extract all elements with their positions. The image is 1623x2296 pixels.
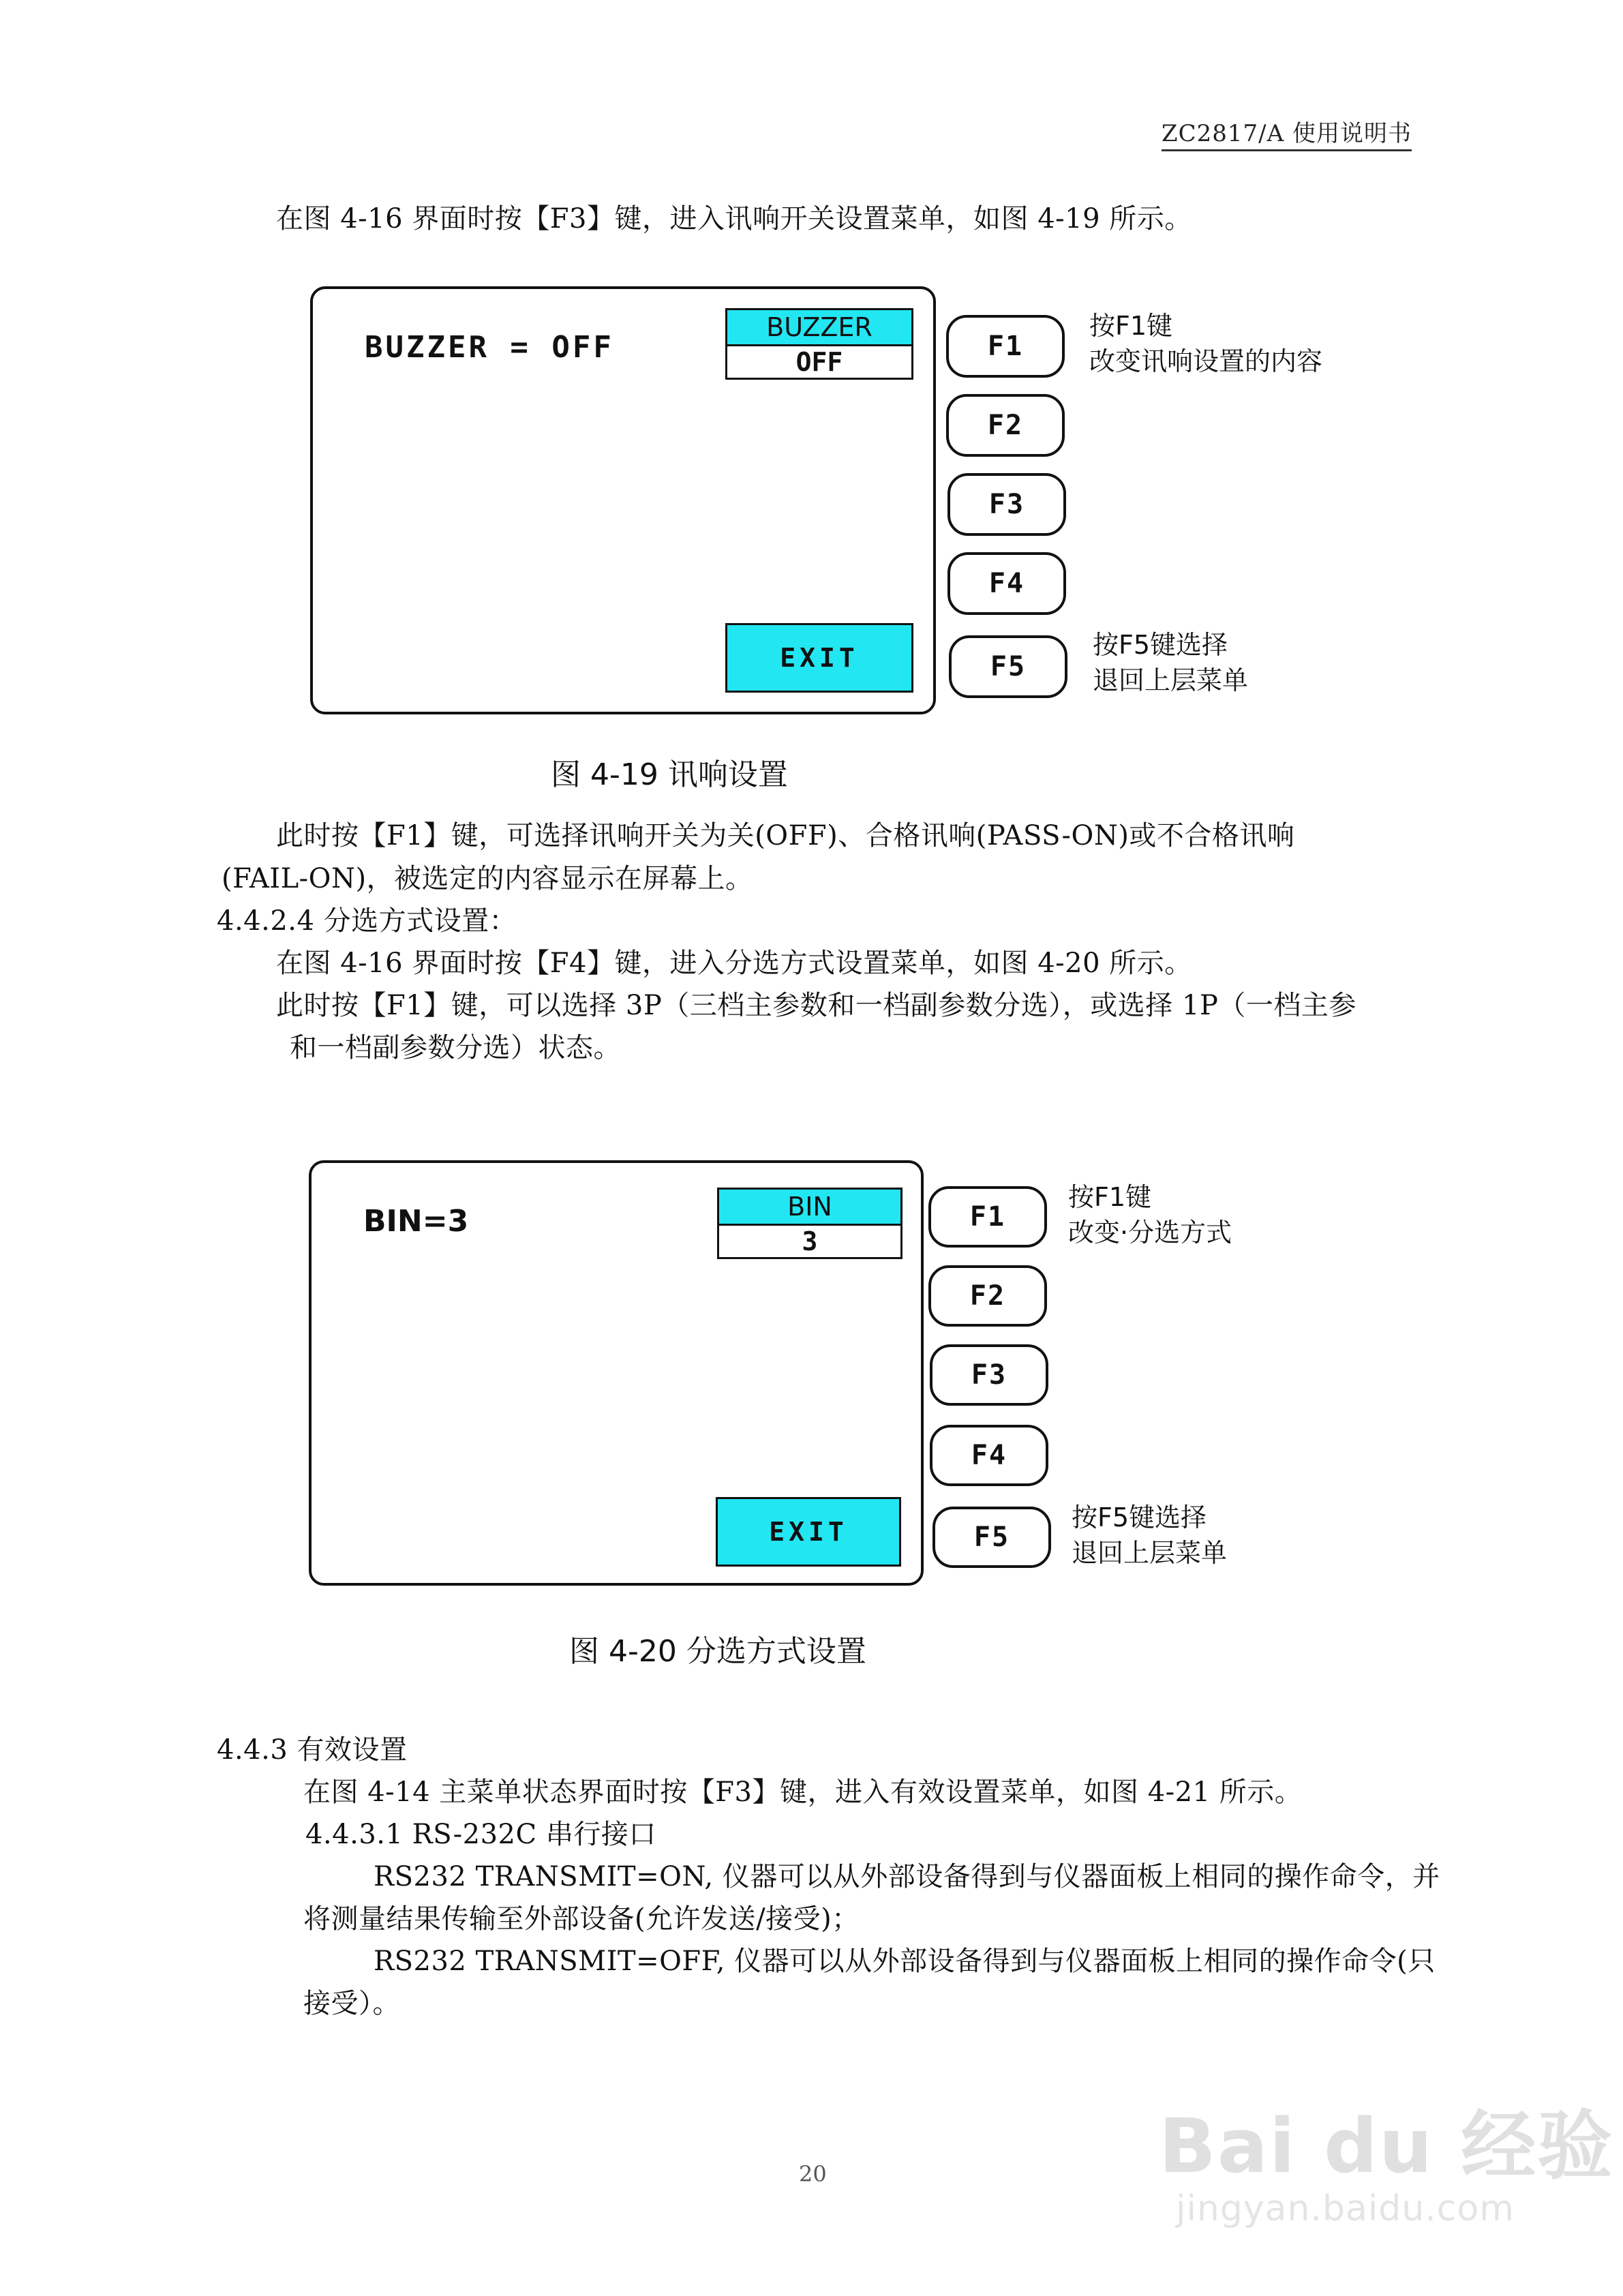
paragraph: 在图 4-16 界面时按【F3】键，进入讯响开关设置菜单，如图 4-19 所示。 — [276, 203, 1192, 235]
paragraph: RS232 TRANSMIT=ON, 仪器可以从外部设备得到与仪器面板上相同的操作命令，并 — [374, 1861, 1440, 1892]
f2-key: F2 — [928, 1265, 1047, 1327]
figure-caption: 图 4-19 讯响设置 — [551, 757, 788, 792]
paragraph: 和一档副参数分选）状态。 — [290, 1032, 621, 1063]
paragraph: 此时按【F1】键，可以选择 3P（三档主参数和一档副参数分选），或选择 1P（一档主参 — [276, 990, 1356, 1021]
note-line: 退回上层菜单 — [1093, 665, 1249, 695]
screen-status-text: BUZZER = OFF — [365, 330, 614, 365]
key-note — [1089, 308, 1322, 379]
menu-value: OFF — [727, 346, 911, 378]
exit-softkey: EXIT — [716, 1497, 901, 1567]
f2-key: F2 — [946, 394, 1065, 457]
key-note — [1093, 627, 1248, 698]
f4-key: F4 — [930, 1425, 1048, 1486]
f5-key: F5 — [932, 1507, 1051, 1568]
f4-key: F4 — [947, 552, 1066, 615]
watermark-logo-text: Bai du 经验 — [1159, 2102, 1614, 2190]
subsection-heading: 4.4.3.1 RS-232C 串行接口 — [305, 1819, 656, 1850]
paragraph: 接受）。 — [303, 1988, 400, 2019]
watermark-logo — [1159, 2086, 1613, 2194]
paragraph: RS232 TRANSMIT=OFF, 仪器可以从外部设备得到与仪器面板上相同的操作命令(只 — [374, 1946, 1436, 1977]
screen-status-text: BIN=3 — [363, 1204, 469, 1239]
f5-key: F5 — [949, 635, 1067, 698]
watermark-url: jingyan.baidu.com — [1176, 2188, 1515, 2229]
menu-title-box — [725, 308, 913, 380]
note-line: 改变讯响设置的内容 — [1089, 346, 1323, 376]
page-number: 20 — [799, 2161, 827, 2187]
document-header: ZC2817/A 使用说明书 — [1162, 115, 1412, 151]
note-line: 改变·分选方式 — [1068, 1218, 1232, 1248]
paragraph: (FAIL-ON)，被选定的内容显示在屏幕上。 — [222, 863, 753, 894]
paragraph: 此时按【F1】键，可选择讯响开关为关(OFF)、合格讯响(PASS-ON)或不合格讯响 — [276, 820, 1295, 851]
f3-key: F3 — [947, 473, 1066, 536]
menu-value: 3 — [719, 1226, 900, 1257]
key-note — [1068, 1179, 1232, 1250]
f3-key: F3 — [930, 1344, 1048, 1406]
note-line: 退回上层菜单 — [1072, 1538, 1228, 1568]
menu-title: BIN — [719, 1190, 900, 1226]
note-line: 按F1键 — [1068, 1182, 1152, 1212]
section-heading: 4.4.3 有效设置 — [217, 1734, 408, 1766]
menu-title-box — [717, 1188, 902, 1259]
note-line: 按F5键选择 — [1093, 630, 1228, 660]
f1-key: F1 — [946, 315, 1065, 378]
figure-caption: 图 4-20 分选方式设置 — [569, 1634, 866, 1669]
note-line: 按F1键 — [1089, 311, 1173, 341]
f1-key: F1 — [928, 1186, 1047, 1248]
lcd-screen-bin — [309, 1160, 924, 1586]
paragraph: 在图 4-14 主菜单状态界面时按【F3】键，进入有效设置菜单，如图 4-21 所示。 — [303, 1777, 1303, 1808]
menu-title: BUZZER — [727, 310, 911, 346]
exit-softkey: EXIT — [725, 623, 913, 693]
key-note — [1072, 1500, 1227, 1571]
section-heading: 4.4.2.4 分选方式设置： — [217, 905, 517, 937]
paragraph: 将测量结果传输至外部设备(允许发送/接受)； — [303, 1903, 860, 1935]
lcd-screen-buzzer — [310, 286, 936, 714]
paragraph: 在图 4-16 界面时按【F4】键，进入分选方式设置菜单，如图 4-20 所示。 — [276, 948, 1192, 979]
note-line: 按F5键选择 — [1072, 1502, 1207, 1532]
